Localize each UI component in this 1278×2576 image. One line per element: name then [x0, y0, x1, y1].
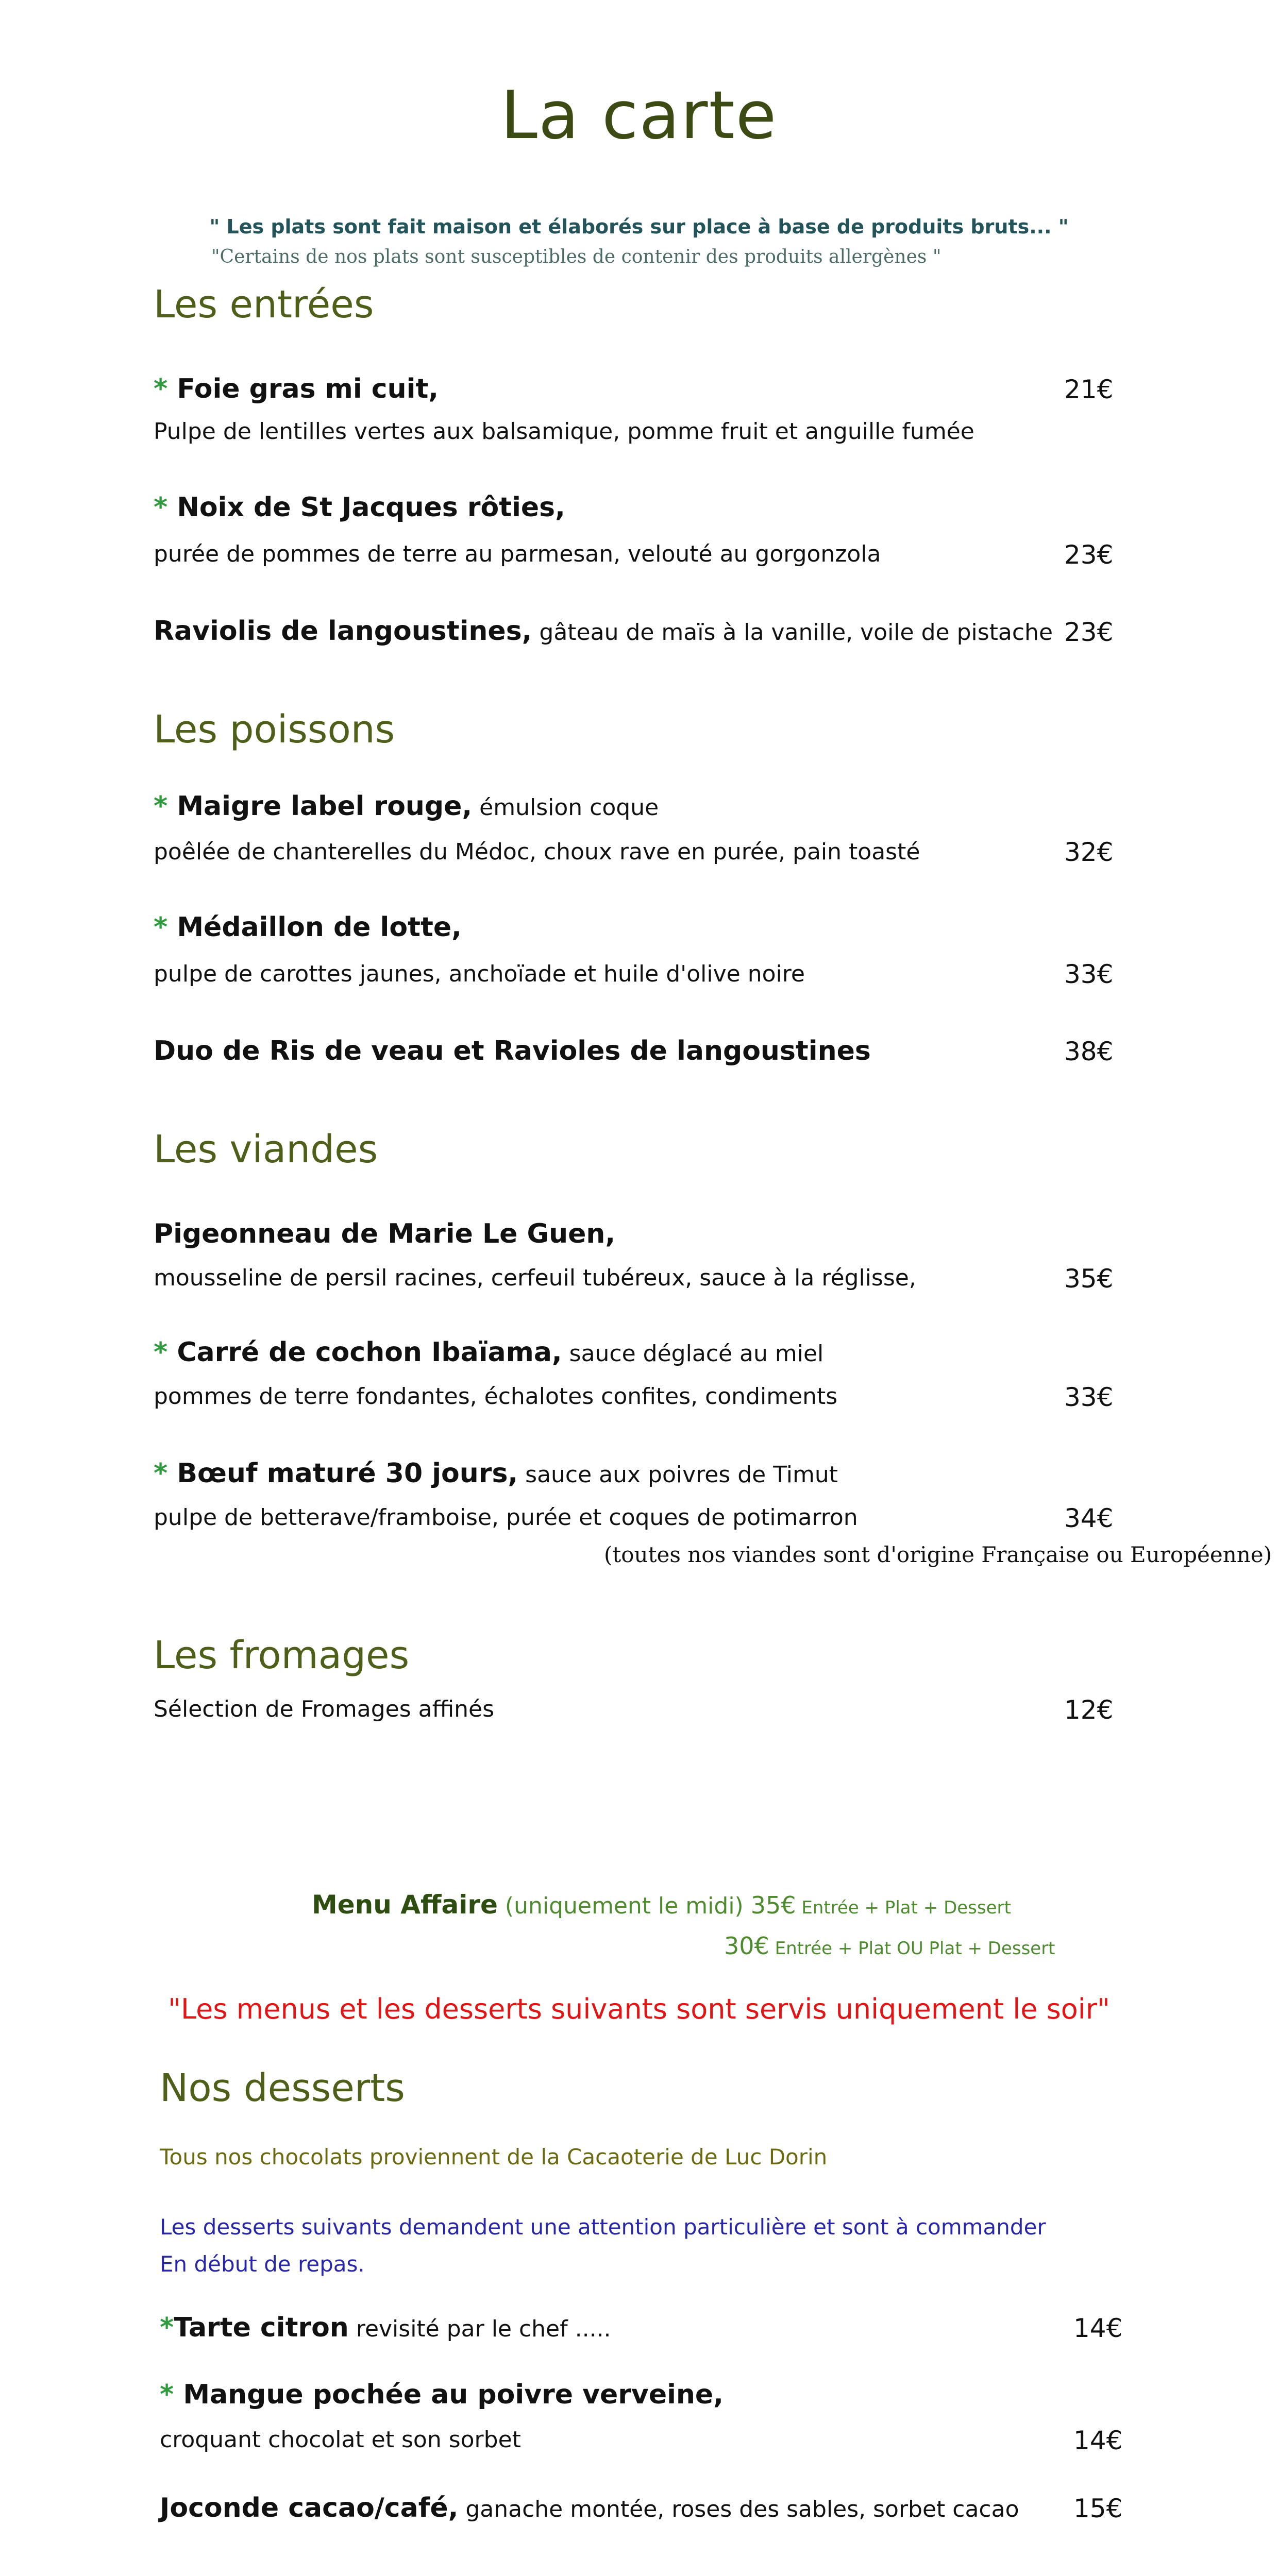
asterisk-marker: *	[154, 912, 168, 943]
dish-name	[154, 912, 462, 943]
section-title-fromages: Les fromages	[154, 1633, 410, 1677]
intro-allergens: "Certains de nos plats sont susceptibles de contenir des produits allergènes "	[211, 246, 941, 267]
asterisk-marker: *	[154, 374, 168, 404]
dish-name	[154, 1337, 823, 1368]
dish-name	[160, 2493, 1019, 2523]
dish-price: 32€	[1064, 837, 1114, 867]
section-title-entrees: Les entrées	[154, 282, 374, 327]
asterisk-marker: *	[154, 1458, 168, 1489]
menu-affaire-note: (uniquement le midi)	[497, 1893, 751, 1919]
asterisk-marker: *	[160, 2312, 174, 2343]
dish-description: pulpe de carottes jaunes, anchoïade et huile d'olive noire	[154, 961, 805, 987]
dish-price: 34€	[1064, 1503, 1114, 1533]
order-notice-line-2: En début de repas.	[160, 2251, 365, 2277]
dish-price: 38€	[1064, 1037, 1114, 1066]
section-title-viandes: Les viandes	[154, 1127, 378, 1172]
order-notice-line-1: Les desserts suivants demandent une attention particulière et sont à commander	[160, 2214, 1046, 2240]
dish-price: 15€	[1073, 2494, 1123, 2523]
dish-name	[160, 2312, 611, 2343]
dish-title: Carré de cochon Ibaïama,	[177, 1337, 562, 1368]
dish-inline-description: ganache montée, roses des sables, sorbet cacao	[458, 2496, 1019, 2522]
dish-inline-description: sauce déglacé au miel	[562, 1341, 824, 1367]
menu-affaire-price-1: 35€	[750, 1891, 796, 1919]
dish-description: croquant chocolat et son sorbet	[160, 2427, 521, 2453]
menu-affaire-line-2	[724, 1932, 1055, 1960]
intro-homemade: " Les plats sont fait maison et élaborés sur place à base de produits bruts... "	[209, 215, 1069, 238]
dish-title: Joconde cacao/café,	[160, 2493, 459, 2523]
page-title: La carte	[500, 77, 778, 154]
dish-price: 12€	[1064, 1695, 1114, 1725]
dish-price: 33€	[1064, 1382, 1114, 1412]
dish-title: Noix de St Jacques rôties,	[177, 492, 565, 523]
section-title-desserts: Nos desserts	[160, 2066, 405, 2110]
dish-description: pulpe de betterave/framboise, purée et coques de potimarron	[154, 1504, 858, 1531]
dish-description: Sélection de Fromages affinés	[154, 1696, 495, 1722]
menu-affaire-detail-1: Entrée + Plat + Dessert	[796, 1897, 1011, 1918]
dish-name	[154, 374, 439, 404]
asterisk-marker: *	[160, 2379, 174, 2410]
section-title-poissons: Les poissons	[154, 707, 395, 752]
dish-description: poêlée de chanterelles du Médoc, choux rave en purée, pain toasté	[154, 839, 920, 865]
asterisk-marker: *	[154, 492, 168, 523]
dish-name	[154, 616, 1053, 647]
dish-name	[154, 1218, 615, 1249]
dish-description: pommes de terre fondantes, échalotes confites, condiments	[154, 1383, 838, 1410]
dish-description: Pulpe de lentilles vertes aux balsamique, pomme fruit et anguille fumée	[154, 418, 974, 445]
dish-title: Maigre label rouge,	[177, 791, 473, 822]
dish-title: Tarte citron	[174, 2312, 349, 2343]
menu-affaire	[312, 1890, 1011, 1920]
dish-title: Pigeonneau de Marie Le Guen,	[154, 1218, 616, 1249]
asterisk-marker: *	[154, 1337, 168, 1368]
dish-name	[154, 492, 565, 523]
dish-price: 21€	[1064, 375, 1114, 404]
dish-name	[154, 1036, 871, 1066]
dish-price: 33€	[1064, 959, 1114, 989]
asterisk-marker: *	[154, 791, 168, 822]
dish-inline-description: revisité par le chef .....	[348, 2316, 611, 2342]
dish-name	[154, 1458, 838, 1489]
dish-title: Bœuf maturé 30 jours,	[177, 1458, 518, 1489]
menu-affaire-detail-2: Entrée + Plat OU Plat + Dessert	[769, 1938, 1055, 1959]
dish-title: Foie gras mi cuit,	[177, 374, 439, 404]
chocolate-origin-note: Tous nos chocolats proviennent de la Cacaoterie de Luc Dorin	[160, 2144, 828, 2170]
dish-title: Médaillon de lotte,	[177, 912, 462, 943]
dish-inline-description: émulsion coque	[472, 794, 659, 821]
dish-inline-description: sauce aux poivres de Timut	[518, 1462, 838, 1488]
dish-price: 23€	[1064, 617, 1114, 647]
dish-name	[160, 2379, 724, 2410]
dish-price: 35€	[1064, 1264, 1114, 1294]
dish-description: purée de pommes de terre au parmesan, velouté au gorgonzola	[154, 541, 881, 567]
dish-description: mousseline de persil racines, cerfeuil tubéreux, sauce à la réglisse,	[154, 1265, 916, 1291]
dish-price: 14€	[1073, 2313, 1123, 2343]
menu-affaire-label: Menu Affaire	[312, 1890, 498, 1920]
dish-title: Raviolis de langoustines,	[154, 616, 532, 647]
dish-price: 14€	[1073, 2426, 1123, 2455]
dish-title: Duo de Ris de veau et Ravioles de langoustines	[154, 1036, 871, 1066]
dish-price: 23€	[1064, 540, 1114, 570]
dish-name	[154, 791, 659, 822]
dish-title: Mangue pochée au poivre verveine,	[183, 2379, 724, 2410]
dish-inline-description: gâteau de maïs à la vanille, voile de pistache	[532, 619, 1053, 646]
evening-notice: "Les menus et les desserts suivants sont servis uniquement le soir"	[168, 1993, 1110, 2025]
menu-affaire-price-2: 30€	[724, 1932, 769, 1960]
meat-origin-note: (toutes nos viandes sont d'origine Française ou Européenne)	[604, 1542, 1272, 1567]
